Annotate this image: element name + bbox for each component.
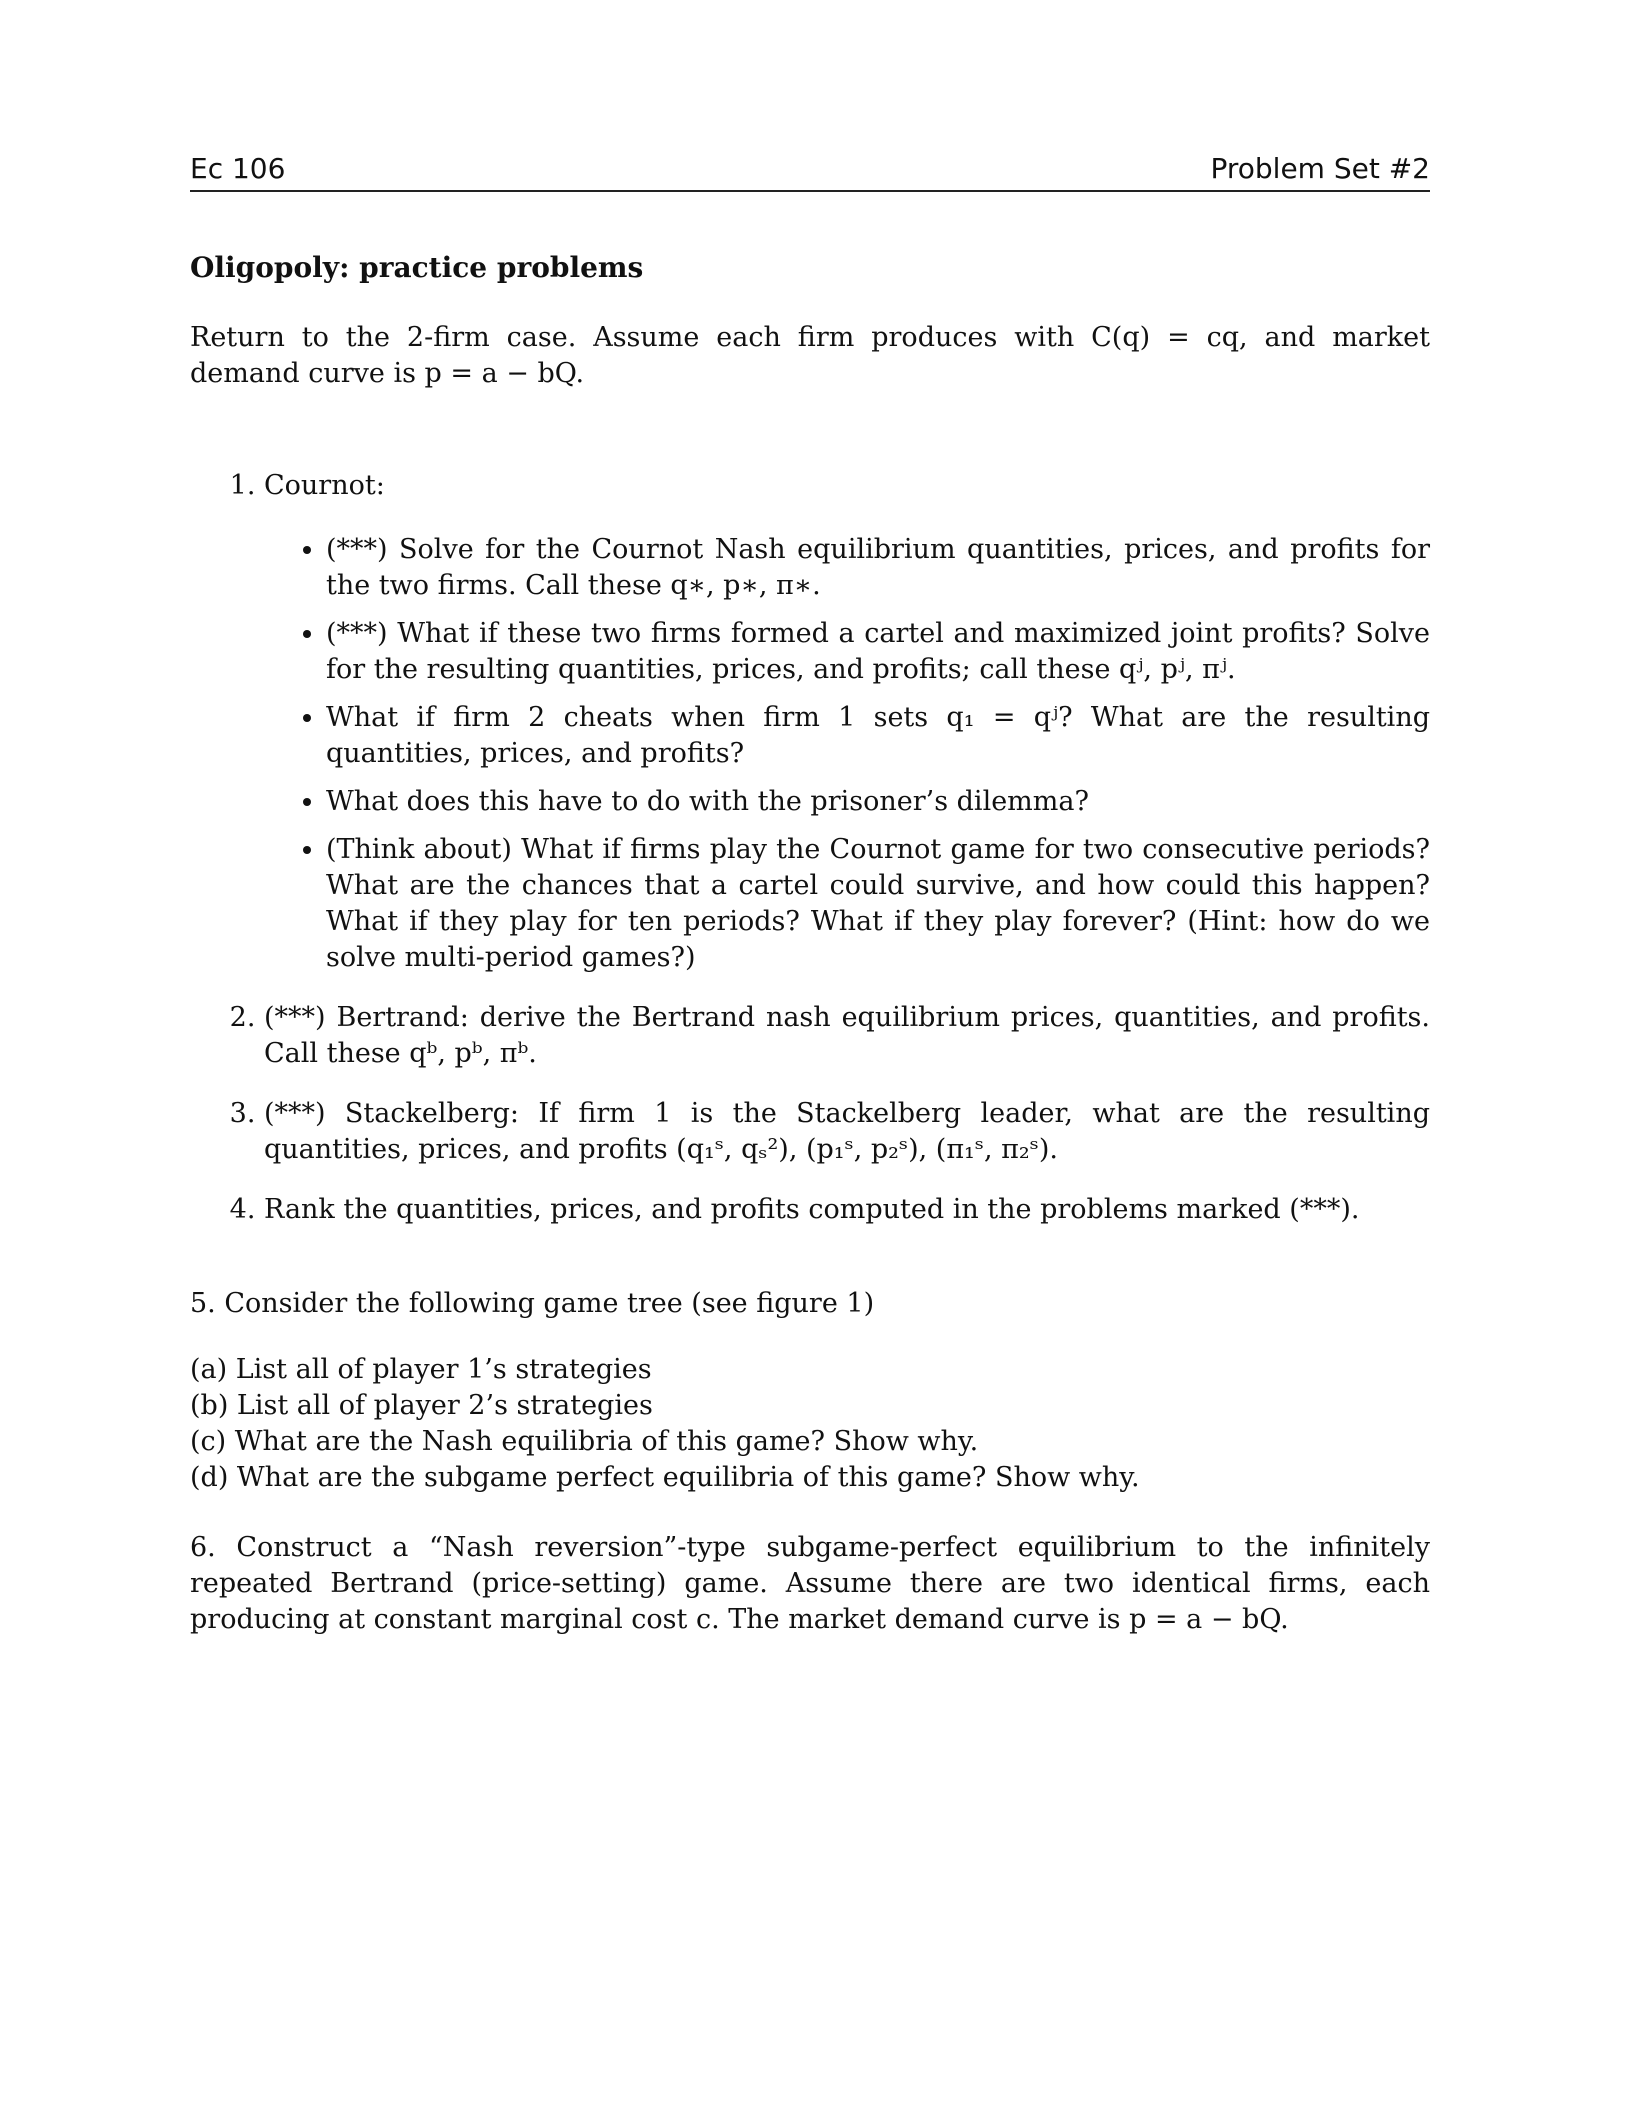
cournot-bullet: • What if firm 2 cheats when firm 1 sets q₁ = qʲ? What are the resulting quantities, prices, and profits? — [326, 700, 1430, 772]
page-header — [190, 150, 1430, 192]
problem-5: 5. Consider the following game tree (see figure 1) — [190, 1288, 875, 1319]
problem-list — [190, 468, 1430, 1228]
problem-5-part: (c) What are the Nash equilibria of this game? Show why. — [190, 1426, 979, 1457]
problem-5-parts — [190, 1352, 1430, 1496]
page-content — [190, 250, 1430, 1638]
problem-4: 4. Rank the quantities, prices, and profits computed in the problems marked (***). — [264, 1192, 1430, 1228]
problem-set-label: Problem Set #2 — [1210, 152, 1430, 185]
cournot-bullet: • (***) What if these two firms formed a cartel and maximized joint profits? Solve for the resulting quantities, prices, and profits; call these qʲ, pʲ, πʲ. — [326, 616, 1430, 688]
problem-5-part: (a) List all of player 1’s strategies — [190, 1354, 652, 1385]
problem-1 — [264, 468, 1430, 976]
cournot-bullet: • (***) Solve for the Cournot Nash equilibrium quantities, prices, and profits for the two firms. Call these q∗, p∗, π∗. — [326, 532, 1430, 604]
problem-2: 2. (***) Bertrand: derive the Bertrand nash equilibrium prices, quantities, and profits. Call these qᵇ, pᵇ, πᵇ. — [264, 1000, 1430, 1072]
cournot-bullet: • What does this have to do with the prisoner’s dilemma? — [326, 784, 1430, 820]
course-label: Ec 106 — [190, 152, 286, 185]
problem-3: 3. (***) Stackelberg: If firm 1 is the Stackelberg leader, what are the resulting quantities, prices, and profits (q₁ˢ, qₛ²), (p₁ˢ, p₂ˢ), (π₁ˢ, π₂ˢ). — [264, 1096, 1430, 1168]
intro-paragraph: Return to the 2-firm case. Assume each firm produces with C(q) = cq, and market demand curve is p = a − bQ. — [190, 322, 1430, 389]
problem-1-label: Cournot: — [264, 470, 385, 501]
problem-6: 6. Construct a “Nash reversion”-type subgame-perfect equilibrium to the infinitely repeated Bertrand (price-setting) game. Assume there are two identical firms, each producing at constant marginal cost c. The market demand curve is p = a − bQ. — [190, 1532, 1430, 1635]
problem-5-part: (d) What are the subgame perfect equilibria of this game? Show why. — [190, 1462, 1140, 1493]
section-title: Oligopoly: practice problems — [190, 251, 644, 284]
cournot-bullet: • (Think about) What if firms play the Cournot game for two consecutive periods? What are the chances that a cartel could survive, and how could this happen? What if they play for ten periods? What if they play forever? (Hint: how do we solve multi-period games?) — [326, 832, 1430, 976]
cournot-bullets — [264, 532, 1430, 976]
problem-5-part: (b) List all of player 2’s strategies — [190, 1390, 653, 1421]
